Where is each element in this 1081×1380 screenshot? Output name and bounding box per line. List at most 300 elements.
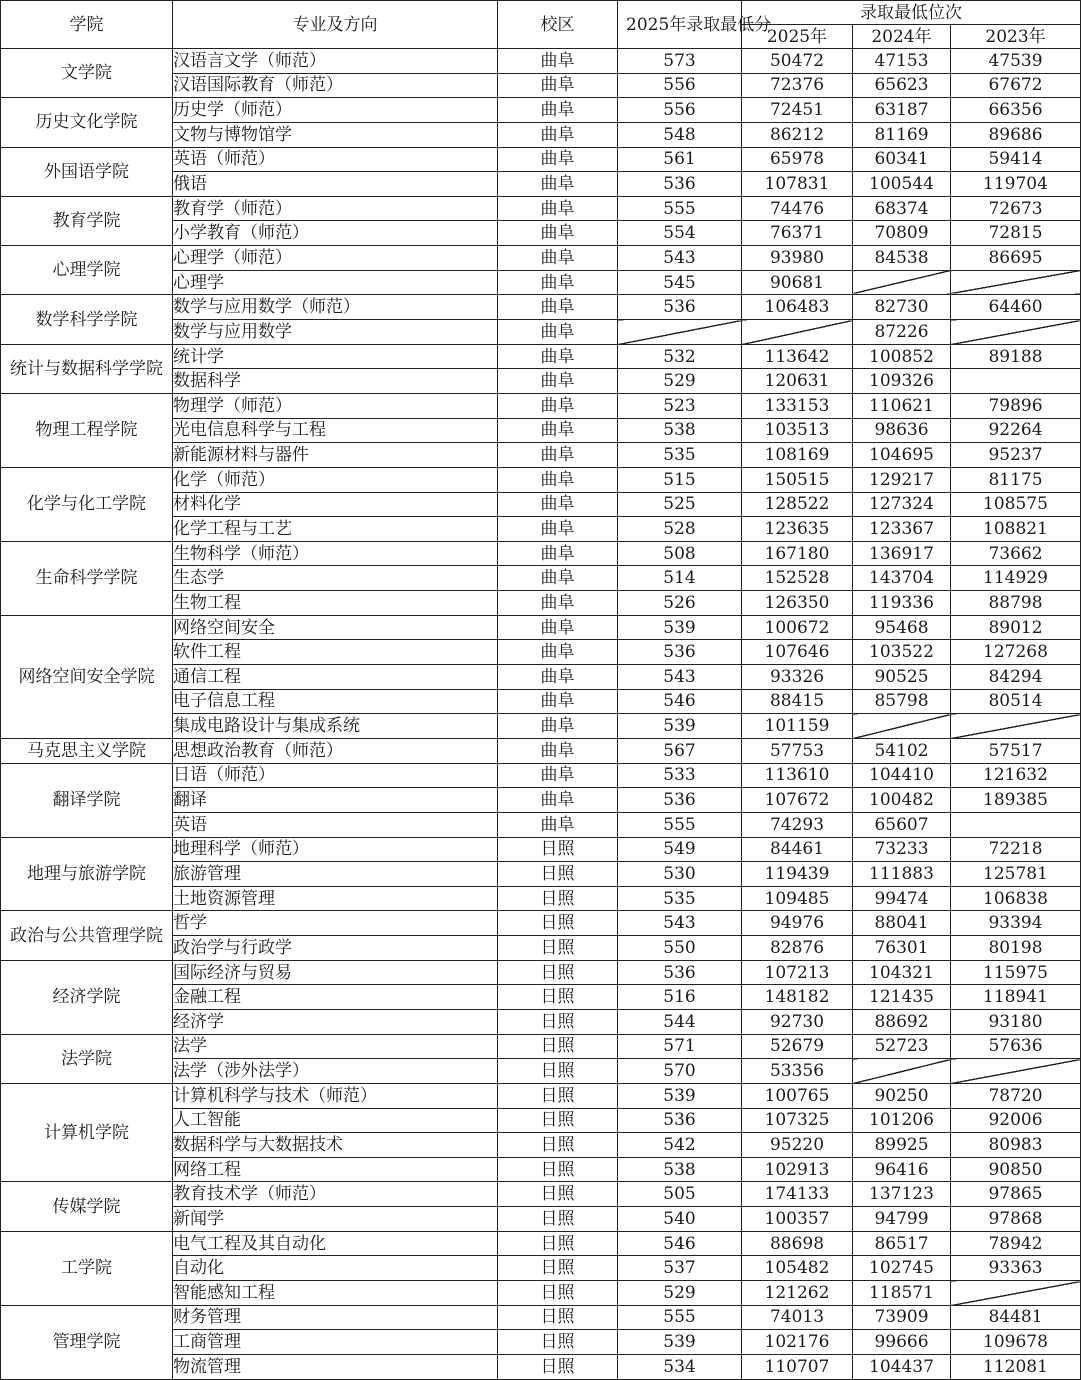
major-cell: 心理学: [173, 270, 498, 295]
campus-cell: 曲阜: [498, 49, 618, 74]
rank-2024-cell: 100482: [853, 788, 951, 813]
rank-2024-cell: 110621: [853, 393, 951, 418]
header-year-2025: 2025年: [742, 25, 853, 49]
campus-cell: 日照: [498, 1281, 618, 1306]
rank-2023-cell: 79896: [951, 393, 1081, 418]
rank-2024-cell: 88692: [853, 1009, 951, 1034]
min-score-cell: 526: [618, 591, 742, 616]
major-cell: 新能源材料与器件: [173, 443, 498, 468]
table-row: [1, 615, 1081, 640]
rank-2025-cell: 120631: [742, 369, 853, 394]
major-cell: 地理科学（师范）: [173, 837, 498, 862]
campus-cell: 曲阜: [498, 295, 618, 320]
rank-2024-cell: [853, 714, 951, 739]
rank-2023-cell: 72673: [951, 196, 1081, 221]
rank-2023-cell: 47539: [951, 49, 1081, 74]
major-cell: 化学工程与工艺: [173, 517, 498, 542]
campus-cell: 日照: [498, 1034, 618, 1059]
rank-2023-cell: 57636: [951, 1034, 1081, 1059]
table-row: [1, 763, 1081, 788]
rank-2023-cell: 72218: [951, 837, 1081, 862]
header-min-score: 2025年录取最低分: [618, 1, 742, 49]
rank-2025-cell: 95220: [742, 1133, 853, 1158]
college-cell: 统计与数据科学学院: [1, 344, 173, 393]
major-cell: 经济学: [173, 1009, 498, 1034]
rank-2025-cell: 100765: [742, 1083, 853, 1108]
rank-2023-cell: 106838: [951, 886, 1081, 911]
min-score-cell: 539: [618, 714, 742, 739]
rank-2024-cell: 103522: [853, 640, 951, 665]
rank-2024-cell: 98636: [853, 418, 951, 443]
min-score-cell: 536: [618, 295, 742, 320]
rank-2023-cell: 88798: [951, 591, 1081, 616]
campus-cell: 曲阜: [498, 221, 618, 246]
rank-2025-cell: 102913: [742, 1157, 853, 1182]
rank-2025-cell: 123635: [742, 517, 853, 542]
rank-2025-cell: 107213: [742, 960, 853, 985]
major-cell: 日语（师范）: [173, 763, 498, 788]
rank-2025-cell: 52679: [742, 1034, 853, 1059]
min-score-cell: 550: [618, 936, 742, 961]
major-cell: 物理学（师范）: [173, 393, 498, 418]
rank-2024-cell: 118571: [853, 1281, 951, 1306]
rank-2024-cell: 96416: [853, 1157, 951, 1182]
rank-2025-cell: 150515: [742, 467, 853, 492]
header-min-rank: 录取最低位次: [742, 1, 1081, 25]
major-cell: 网络空间安全: [173, 615, 498, 640]
major-cell: 统计学: [173, 344, 498, 369]
major-cell: 心理学（师范）: [173, 246, 498, 271]
rank-2023-cell: [951, 1281, 1081, 1306]
min-score-cell: 546: [618, 1231, 742, 1256]
min-score-cell: 555: [618, 1305, 742, 1330]
min-score-cell: 570: [618, 1059, 742, 1084]
rank-2025-cell: 133153: [742, 393, 853, 418]
min-score-cell: 515: [618, 467, 742, 492]
min-score-cell: 516: [618, 985, 742, 1010]
rank-2024-cell: 119336: [853, 591, 951, 616]
rank-2023-cell: 112081: [951, 1354, 1081, 1379]
college-cell: 法学院: [1, 1034, 173, 1083]
min-score-cell: 540: [618, 1207, 742, 1232]
rank-2025-cell: 88698: [742, 1231, 853, 1256]
campus-cell: 曲阜: [498, 714, 618, 739]
rank-2024-cell: 84538: [853, 246, 951, 271]
rank-2024-cell: 52723: [853, 1034, 951, 1059]
rank-2025-cell: 50472: [742, 49, 853, 74]
major-cell: 国际经济与贸易: [173, 960, 498, 985]
rank-2025-cell: 88415: [742, 689, 853, 714]
rank-2023-cell: 78942: [951, 1231, 1081, 1256]
major-cell: 软件工程: [173, 640, 498, 665]
major-cell: 小学教育（师范）: [173, 221, 498, 246]
major-cell: 计算机科学与技术（师范）: [173, 1083, 498, 1108]
campus-cell: 曲阜: [498, 98, 618, 123]
rank-2023-cell: 67672: [951, 73, 1081, 98]
rank-2024-cell: 86517: [853, 1231, 951, 1256]
min-score-cell: 555: [618, 812, 742, 837]
college-cell: 政治与公共管理学院: [1, 911, 173, 960]
min-score-cell: 505: [618, 1182, 742, 1207]
min-score-cell: 529: [618, 369, 742, 394]
campus-cell: 曲阜: [498, 369, 618, 394]
min-score-cell: 561: [618, 147, 742, 172]
campus-cell: 曲阜: [498, 443, 618, 468]
major-cell: 汉语言文学（师范）: [173, 49, 498, 74]
rank-2025-cell: 57753: [742, 738, 853, 763]
min-score-cell: 535: [618, 443, 742, 468]
rank-2023-cell: 80198: [951, 936, 1081, 961]
rank-2024-cell: 123367: [853, 517, 951, 542]
major-cell: 翻译: [173, 788, 498, 813]
rank-2025-cell: 174133: [742, 1182, 853, 1207]
rank-2025-cell: [742, 320, 853, 345]
campus-cell: 曲阜: [498, 270, 618, 295]
college-cell: 外国语学院: [1, 147, 173, 196]
campus-cell: 日照: [498, 1207, 618, 1232]
min-score-cell: 556: [618, 73, 742, 98]
rank-2024-cell: 68374: [853, 196, 951, 221]
min-score-cell: 534: [618, 1354, 742, 1379]
rank-2024-cell: 136917: [853, 541, 951, 566]
rank-2024-cell: 60341: [853, 147, 951, 172]
table-row: [1, 49, 1081, 74]
major-cell: 英语（师范）: [173, 147, 498, 172]
rank-2024-cell: 47153: [853, 49, 951, 74]
major-cell: 网络工程: [173, 1157, 498, 1182]
campus-cell: 日照: [498, 1256, 618, 1281]
table-row: [1, 837, 1081, 862]
major-cell: 光电信息科学与工程: [173, 418, 498, 443]
major-cell: 金融工程: [173, 985, 498, 1010]
rank-2024-cell: 95468: [853, 615, 951, 640]
campus-cell: 曲阜: [498, 763, 618, 788]
rank-2023-cell: 86695: [951, 246, 1081, 271]
rank-2025-cell: 74293: [742, 812, 853, 837]
rank-2024-cell: 85798: [853, 689, 951, 714]
rank-2025-cell: 107325: [742, 1108, 853, 1133]
campus-cell: 日照: [498, 960, 618, 985]
rank-2025-cell: 107831: [742, 172, 853, 197]
rank-2024-cell: 87226: [853, 320, 951, 345]
campus-cell: 日照: [498, 1083, 618, 1108]
campus-cell: 曲阜: [498, 492, 618, 517]
college-cell: 管理学院: [1, 1305, 173, 1379]
rank-2023-cell: 121632: [951, 763, 1081, 788]
rank-2023-cell: 73662: [951, 541, 1081, 566]
rank-2023-cell: [951, 270, 1081, 295]
rank-2024-cell: 82730: [853, 295, 951, 320]
rank-2025-cell: 86212: [742, 122, 853, 147]
rank-2024-cell: 54102: [853, 738, 951, 763]
college-cell: 生命科学学院: [1, 541, 173, 615]
major-cell: 电子信息工程: [173, 689, 498, 714]
min-score-cell: 567: [618, 738, 742, 763]
header-year-2024: 2024年: [853, 25, 951, 49]
table-row: [1, 295, 1081, 320]
major-cell: 法学（涉外法学）: [173, 1059, 498, 1084]
campus-cell: 曲阜: [498, 393, 618, 418]
rank-2025-cell: 167180: [742, 541, 853, 566]
college-cell: 马克思主义学院: [1, 738, 173, 763]
college-cell: 计算机学院: [1, 1083, 173, 1182]
rank-2025-cell: 109485: [742, 886, 853, 911]
rank-2023-cell: 93363: [951, 1256, 1081, 1281]
rank-2023-cell: 114929: [951, 566, 1081, 591]
college-cell: 经济学院: [1, 960, 173, 1034]
table-row: [1, 98, 1081, 123]
major-cell: 教育技术学（师范）: [173, 1182, 498, 1207]
rank-2024-cell: 63187: [853, 98, 951, 123]
campus-cell: 曲阜: [498, 812, 618, 837]
major-cell: 教育学（师范）: [173, 196, 498, 221]
major-cell: 历史学（师范）: [173, 98, 498, 123]
table-body: [1, 49, 1081, 1380]
min-score-cell: 523: [618, 393, 742, 418]
rank-2023-cell: 93394: [951, 911, 1081, 936]
major-cell: 思想政治教育（师范）: [173, 738, 498, 763]
rank-2025-cell: 126350: [742, 591, 853, 616]
major-cell: 工商管理: [173, 1330, 498, 1355]
rank-2025-cell: 152528: [742, 566, 853, 591]
rank-2024-cell: 70809: [853, 221, 951, 246]
rank-2025-cell: 74013: [742, 1305, 853, 1330]
campus-cell: 曲阜: [498, 566, 618, 591]
rank-2024-cell: 90525: [853, 665, 951, 690]
campus-cell: 日照: [498, 1330, 618, 1355]
rank-2024-cell: 90250: [853, 1083, 951, 1108]
rank-2023-cell: 81175: [951, 467, 1081, 492]
header-campus: 校区: [498, 1, 618, 49]
campus-cell: 曲阜: [498, 320, 618, 345]
rank-2024-cell: [853, 1059, 951, 1084]
college-cell: 历史文化学院: [1, 98, 173, 147]
rank-2025-cell: 113642: [742, 344, 853, 369]
rank-2024-cell: 81169: [853, 122, 951, 147]
rank-2025-cell: 148182: [742, 985, 853, 1010]
campus-cell: 日照: [498, 985, 618, 1010]
min-score-cell: 539: [618, 615, 742, 640]
rank-2024-cell: 73233: [853, 837, 951, 862]
major-cell: 电气工程及其自动化: [173, 1231, 498, 1256]
major-cell: 法学: [173, 1034, 498, 1059]
rank-2024-cell: 109326: [853, 369, 951, 394]
min-score-cell: 549: [618, 837, 742, 862]
min-score-cell: 555: [618, 196, 742, 221]
campus-cell: 曲阜: [498, 517, 618, 542]
table-row: [1, 1305, 1081, 1330]
rank-2025-cell: 100357: [742, 1207, 853, 1232]
major-cell: 旅游管理: [173, 862, 498, 887]
rank-2024-cell: 99474: [853, 886, 951, 911]
rank-2023-cell: 127268: [951, 640, 1081, 665]
rank-2023-cell: 115975: [951, 960, 1081, 985]
campus-cell: 曲阜: [498, 73, 618, 98]
rank-2023-cell: 97865: [951, 1182, 1081, 1207]
table-row: [1, 1034, 1081, 1059]
rank-2024-cell: 137123: [853, 1182, 951, 1207]
rank-2023-cell: [951, 369, 1081, 394]
rank-2025-cell: 76371: [742, 221, 853, 246]
rank-2024-cell: 104321: [853, 960, 951, 985]
min-score-cell: 528: [618, 517, 742, 542]
rank-2023-cell: 92264: [951, 418, 1081, 443]
college-cell: 网络空间安全学院: [1, 615, 173, 738]
rank-2025-cell: 100672: [742, 615, 853, 640]
rank-2025-cell: 119439: [742, 862, 853, 887]
min-score-cell: 536: [618, 960, 742, 985]
rank-2024-cell: 88041: [853, 911, 951, 936]
rank-2023-cell: 89188: [951, 344, 1081, 369]
rank-2024-cell: 65607: [853, 812, 951, 837]
rank-2025-cell: 72376: [742, 73, 853, 98]
rank-2025-cell: 72451: [742, 98, 853, 123]
major-cell: 智能感知工程: [173, 1281, 498, 1306]
rank-2023-cell: 66356: [951, 98, 1081, 123]
min-score-cell: 538: [618, 418, 742, 443]
rank-2025-cell: 74476: [742, 196, 853, 221]
min-score-cell: 543: [618, 246, 742, 271]
college-cell: 教育学院: [1, 196, 173, 245]
rank-2023-cell: [951, 1059, 1081, 1084]
rank-2025-cell: 93326: [742, 665, 853, 690]
header-college: 学院: [1, 1, 173, 49]
campus-cell: 日照: [498, 936, 618, 961]
rank-2025-cell: 90681: [742, 270, 853, 295]
rank-2025-cell: 113610: [742, 763, 853, 788]
rank-2023-cell: 59414: [951, 147, 1081, 172]
rank-2025-cell: 53356: [742, 1059, 853, 1084]
header-major: 专业及方向: [173, 1, 498, 49]
major-cell: 汉语国际教育（师范）: [173, 73, 498, 98]
min-score-cell: 530: [618, 862, 742, 887]
college-cell: 心理学院: [1, 246, 173, 295]
table-row: [1, 196, 1081, 221]
campus-cell: 日照: [498, 1133, 618, 1158]
rank-2023-cell: 108821: [951, 517, 1081, 542]
college-cell: 物理工程学院: [1, 393, 173, 467]
rank-2025-cell: 128522: [742, 492, 853, 517]
major-cell: 数据科学与大数据技术: [173, 1133, 498, 1158]
min-score-cell: 536: [618, 640, 742, 665]
rank-2025-cell: 102176: [742, 1330, 853, 1355]
major-cell: 财务管理: [173, 1305, 498, 1330]
table-row: [1, 1182, 1081, 1207]
rank-2024-cell: 127324: [853, 492, 951, 517]
campus-cell: 曲阜: [498, 344, 618, 369]
rank-2025-cell: 107646: [742, 640, 853, 665]
college-cell: 化学与化工学院: [1, 467, 173, 541]
rank-2023-cell: 64460: [951, 295, 1081, 320]
rank-2024-cell: 143704: [853, 566, 951, 591]
rank-2023-cell: 189385: [951, 788, 1081, 813]
min-score-cell: 514: [618, 566, 742, 591]
rank-2023-cell: 92006: [951, 1108, 1081, 1133]
min-score-cell: [618, 320, 742, 345]
campus-cell: 曲阜: [498, 615, 618, 640]
campus-cell: 日照: [498, 1305, 618, 1330]
min-score-cell: 546: [618, 689, 742, 714]
rank-2023-cell: 80983: [951, 1133, 1081, 1158]
rank-2025-cell: 82876: [742, 936, 853, 961]
min-score-cell: 535: [618, 886, 742, 911]
min-score-cell: 543: [618, 665, 742, 690]
campus-cell: 曲阜: [498, 246, 618, 271]
campus-cell: 曲阜: [498, 738, 618, 763]
major-cell: 土地资源管理: [173, 886, 498, 911]
table-row: [1, 393, 1081, 418]
rank-2025-cell: 94976: [742, 911, 853, 936]
college-cell: 工学院: [1, 1231, 173, 1305]
rank-2023-cell: 78720: [951, 1083, 1081, 1108]
major-cell: 新闻学: [173, 1207, 498, 1232]
table-row: [1, 467, 1081, 492]
min-score-cell: 539: [618, 1083, 742, 1108]
college-cell: 翻译学院: [1, 763, 173, 837]
rank-2024-cell: 129217: [853, 467, 951, 492]
major-cell: 文物与博物馆学: [173, 122, 498, 147]
rank-2023-cell: 90850: [951, 1157, 1081, 1182]
major-cell: 生物工程: [173, 591, 498, 616]
campus-cell: 日照: [498, 1108, 618, 1133]
major-cell: 俄语: [173, 172, 498, 197]
major-cell: 数据科学: [173, 369, 498, 394]
rank-2023-cell: 108575: [951, 492, 1081, 517]
college-cell: 数学科学学院: [1, 295, 173, 344]
rank-2023-cell: 125781: [951, 862, 1081, 887]
rank-2024-cell: 104695: [853, 443, 951, 468]
rank-2024-cell: 76301: [853, 936, 951, 961]
campus-cell: 日照: [498, 837, 618, 862]
rank-2025-cell: 105482: [742, 1256, 853, 1281]
campus-cell: 日照: [498, 886, 618, 911]
rank-2023-cell: 80514: [951, 689, 1081, 714]
min-score-cell: 548: [618, 122, 742, 147]
table-row: [1, 541, 1081, 566]
table-row: [1, 911, 1081, 936]
rank-2023-cell: 119704: [951, 172, 1081, 197]
major-cell: 生物科学（师范）: [173, 541, 498, 566]
campus-cell: 日照: [498, 862, 618, 887]
rank-2025-cell: 106483: [742, 295, 853, 320]
major-cell: 政治学与行政学: [173, 936, 498, 961]
campus-cell: 曲阜: [498, 122, 618, 147]
min-score-cell: 573: [618, 49, 742, 74]
rank-2024-cell: 99666: [853, 1330, 951, 1355]
campus-cell: 曲阜: [498, 591, 618, 616]
rank-2024-cell: 73909: [853, 1305, 951, 1330]
min-score-cell: 536: [618, 788, 742, 813]
rank-2023-cell: 72815: [951, 221, 1081, 246]
campus-cell: 日照: [498, 1157, 618, 1182]
min-score-cell: 508: [618, 541, 742, 566]
rank-2023-cell: 109678: [951, 1330, 1081, 1355]
rank-2024-cell: 101206: [853, 1108, 951, 1133]
campus-cell: 曲阜: [498, 541, 618, 566]
table-row: [1, 147, 1081, 172]
major-cell: 通信工程: [173, 665, 498, 690]
campus-cell: 曲阜: [498, 467, 618, 492]
rank-2023-cell: 118941: [951, 985, 1081, 1010]
campus-cell: 曲阜: [498, 147, 618, 172]
rank-2023-cell: 89686: [951, 122, 1081, 147]
rank-2024-cell: 102745: [853, 1256, 951, 1281]
min-score-cell: 543: [618, 911, 742, 936]
rank-2025-cell: 110707: [742, 1354, 853, 1379]
campus-cell: 日照: [498, 911, 618, 936]
major-cell: 材料化学: [173, 492, 498, 517]
min-score-cell: 532: [618, 344, 742, 369]
